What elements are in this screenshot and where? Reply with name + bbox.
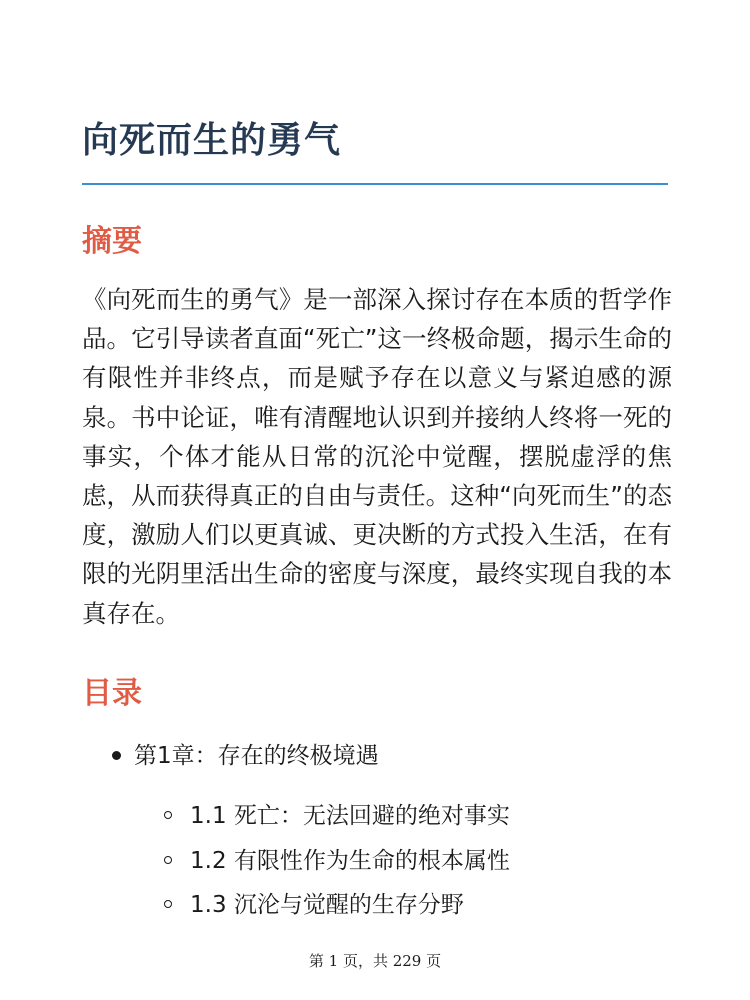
page-number-footer: 第 1 页，共 229 页 bbox=[308, 952, 442, 970]
toc-section-label: 1.3 沉沦与觉醒的生存分野 bbox=[190, 892, 464, 918]
abstract-heading: 摘要 bbox=[82, 224, 142, 259]
toc-section-item bbox=[164, 883, 510, 928]
title-divider bbox=[82, 183, 668, 185]
toc-chapter-label: 第1章：存在的终极境遇 bbox=[134, 743, 379, 769]
toc-chapter-item bbox=[112, 738, 510, 928]
bullet-circle-icon bbox=[164, 900, 172, 908]
toc-list bbox=[112, 738, 510, 928]
bullet-disc-icon bbox=[112, 751, 121, 760]
toc-section-item bbox=[164, 839, 510, 884]
toc-section-label: 1.2 有限性作为生命的根本属性 bbox=[190, 847, 510, 874]
toc-section-label: 1.1 死亡：无法回避的绝对事实 bbox=[190, 803, 510, 829]
document-title: 向死而生的勇气 bbox=[82, 120, 342, 161]
toc-heading: 目录 bbox=[82, 676, 142, 711]
bullet-circle-icon bbox=[164, 856, 172, 864]
toc-sub-list bbox=[164, 794, 510, 928]
abstract-text: 《向死而生的勇气》是一部深入探讨存在本质的哲学作品。它引导读者直面“死亡”这一终极命题，揭示生命的有限性并非终点，而是赋予存在以意义与紧迫感的源泉。书中论证，唯有清醒地认识到并接纳人终将一死的事实，个体才能从日常的沉沦中觉醒，摆脱虚浮的焦虑，从而获得真正的自由与责任。这种“向死而生”的态度，激励人们以更真诚、更决断的方式投入生活，在有限的光阴里活出生命的密度与深度，最终实现自我的本真存在。 bbox=[82, 285, 672, 628]
toc-section-item bbox=[164, 794, 510, 839]
bullet-circle-icon bbox=[164, 811, 172, 819]
